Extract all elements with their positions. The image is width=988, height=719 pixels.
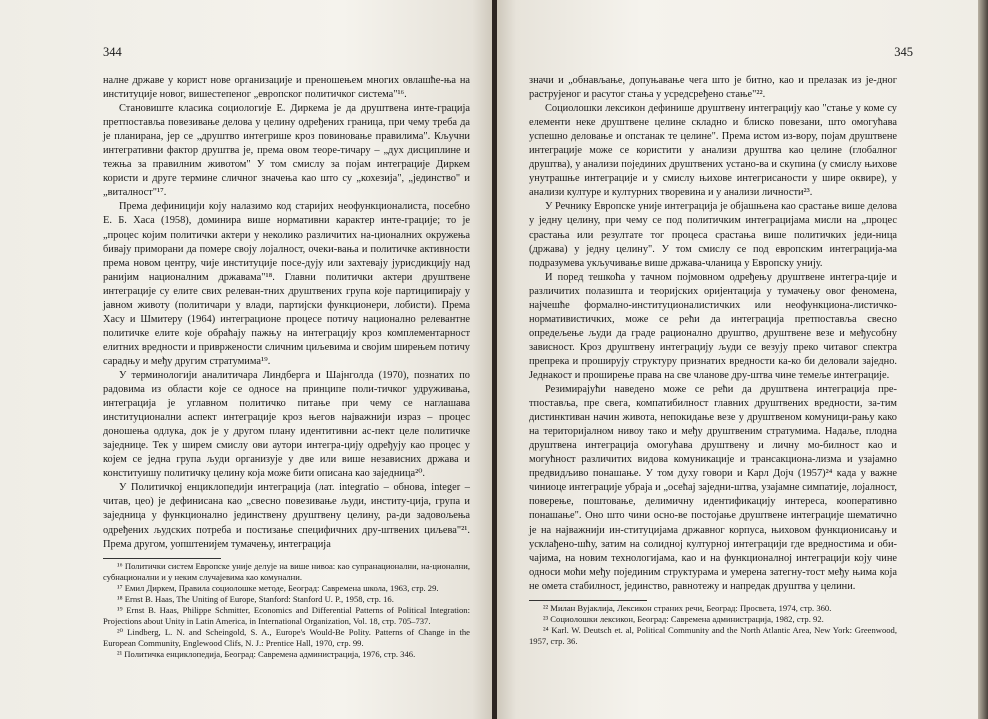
footnote: ¹⁹ Ernst B. Haas, Philippe Schmitter, Economics and Differential Patterns of Political Integration: Projections about Unity in Latin America, in International Organization, Vol. 18, стр. 705–737.: [103, 604, 470, 627]
footnote: ²¹ Политичка енциклопедија, Београд: Савремена администрација, 1976, стр. 346.: [117, 649, 416, 660]
footnote-divider: [103, 558, 221, 559]
page-number: 344: [103, 45, 122, 59]
footnote: ²³ Социолошки лексикон, Београд: Савремена администрација, 1982, стр. 92.: [543, 613, 824, 624]
paragraph: У терминологији аналитичара Линдберга и Шајнголда (1970), познатих по радовима из области које се односе на принципе поли-тичког удруживања, интеграција је углавном политичко питање при чему се наглашава институционални аспект интеграције кроз његов најважнији израз – процес доношења одлука, док је у другом плану идентитивни ас-пект целе политичке заједнице. Тек у ширем смислу ови аутори интегра-цију одређују као процес у којем се једна група људи организује у две или више независних држава и конституишу политичку целину која може бити описана као заједница²⁰.: [103, 369, 470, 480]
paragraph: У Речнику Европске уније интеграција је објашњена као срастање више делова у једну целину, при чему се под политичким интеграцијама мисли на „процес срастања или резултате тог процеса срастања више политичких једи-ница (држава) у једну целину". У том смислу се под европским интеграција-ма подразумева укључивање више држава-чланица у Европску унију.: [529, 201, 897, 269]
footnote: ¹⁸ Ernst B. Haas, The Uniting of Europe, Stanford: Stanford U. P., 1958, стр. 16.: [117, 593, 394, 604]
paragraph: Према дефиницији коју налазимо код старијих неофункционалиста, посебно Е. Б. Хаса (1958), доминира више нормативни карактер инте-грације; то је „процес којим политички актери у неколико различитих на-ционалних окружења бивају примoрани да помере своју лојалност, очеки-вања и политичке активности према новом центру, чије институције посе-дују или захтевају јурисдикцију над ранијим националним државама"¹⁸. Главни политички актери друштвене интеграције су елите свих релеван-тних друштвених група које партиципирају у јавном животу (политичари у влади, партијски функционери, лобисти). Према Хасу и Шмитеру (1964) интеграционе процесе потичу национално релевантне политичке елите које обраћају пажњу на интеграцију кроз комплементарност елитних вредности и привржености сличним циљевима и својим ширењем потичу сарадњу и међу другим стратумима¹⁹.: [103, 201, 470, 367]
book-edge: [978, 0, 988, 719]
page-number: 345: [894, 45, 913, 59]
paragraph: Становиште класика социологије Е. Диркема је да друштвена инте-грација претпоставља повезивање делова у целину одређених граница, при чему треба да је планирана, јер се „друштво интегрише кроз повиновање правилима". Кључни интегративни фактор друштва је, према овом теоре-тичару – „дух дисциплине и тежња за правилним животом" У том смислу за појам интеграције Диркем користи и друге термине сличног значења као што су „кохезија", „јединство" и „виталност"¹⁷.: [103, 103, 470, 199]
page-body: [529, 74, 897, 647]
paragraph: значи и „обнављање, допуњавање чега што је битно, као и прелазак из је-дног раструјеног и расутог стања у усредсређено стање"²².: [529, 75, 897, 101]
paragraph: И поред тешкоћа у тачном појмовном одређењу друштвене интегра-ције и различитих полазишта и теоријских оријентација у тумачењу овог феномена, најчешће формално-институционалистичких или неофункциона-листичко-нормативистичких, може се рећи да интеграција претпоставља свесно опредељење људи да граде рационално друштво, друштвене везе и међусобну зависност. Кроз друштвену интеграцију људи се везују преко читавог спектра препрека и проширују структуру признатих вредности ка-ко би деловали заједно. Једнакост и проширење права на све чланове дру-штва чине темеље интеграције.: [529, 271, 897, 381]
footnote: ²⁴ Karl. W. Deutsch et. al, Political Community and the North Atlantic Area, New York: Greenwood, 1957, стр. 36.: [529, 624, 897, 647]
right-page: [497, 0, 978, 719]
paragraph: Резимирајући наведено може се рећи да друштвена интеграција пре-тпоставља, пре свега, компатибилност главних друштвених вредности, за-тим дистинктиван начин живота, непокидање везе у друштвеном комуници-рању како на територијалном нивоу тако и међу друштвеним стратумима. Надаље, плодна друштвена интеграција омогућава друштвену и личну мо-билност као и могућност различитих видова комуникације и трансакциона-лизма и узајамно предвидљиво понашање. У том духу говори и Карл Дојч (1957)²⁴ када у важне чиниоце интеграције убраја и „осећај заједни-штва, узајамне симпатије, лојалност, поверење, поштовање, делимичну идентификацију интереса, кооперативно понашање". Оно што чини осно-ве постојање друштвене интеграције шематично је на најважнији ин-ституцијама државног корпуса, њиховом функционисању и усклађено-шћу, затим на солидној културној интеграцији где вредностима и оби-чајима, на новим технологијама, као и на функционалној интеграцији коју чине односи моћи међу појединим структурама и умерена затегну-тост међу њима која не омета стабилност, јединство, равнотежу и напредак друштва у целини.: [529, 384, 897, 592]
paragraph: Социолошки лексикон дефинише друштвену интеграцију као "стање у коме су елементи неке друштвене целине складно и блиско повезани, што омогућава успешно деловање и опстанак те целине". Према истом из-вору, појам друштвене интеграције може се користити у анализи друштва као целине (глобалног друштва), у анализи појединих друштвених устано-ва и скупина (у смислу њихове унутрашње интеграције и у смислу њихове интегрисаности у шире оквире), у анализи културе и културних творевина и у анализи личности²³.: [529, 103, 897, 199]
footnote-divider: [529, 600, 647, 601]
page-body: [103, 74, 470, 660]
footnote: ¹⁷ Емил Диркем, Правила социолошке методе, Београд: Савремена школа, 1963, стр. 29.: [117, 582, 439, 593]
footnote: ¹⁶ Политички систем Европске уније делује на више нивоа: као супранационални, на-ционални, субнационални и у неким случајевима као комунални.: [103, 560, 470, 582]
footnote: ²² Милан Вујаклија, Лексикон страних речи, Београд: Просвета, 1974, стр. 360.: [543, 602, 832, 613]
left-page: [0, 0, 492, 719]
footnote: ²⁰ Lindberg, L. N. and Scheingold, S. A., Europe's Would-Be Polity. Patterns of Change in the European Community, Englewood Clifs, N. J.: Prentice Hall, 1970, стр. 99.: [103, 627, 470, 649]
paragraph: У Политичкој енциклопедији интеграција (лат. integratio – обнова, integer – читав, цео) је дефинисана као „свесно повезивање људи, институ-ција, група и заједница у функционално јединствену друштвену целину, ра-ди задовољења одређених људских потреба и постизање специфичних дру-штвених циљева"²¹. Према другом, уопштенијем тумачењу, интеграција: [103, 482, 470, 550]
paragraph: налне државе у корист нове организације и преношењем многих овлашће-ња на институције новог, вишестепеног „европског политичког система"¹⁶.: [103, 75, 470, 101]
